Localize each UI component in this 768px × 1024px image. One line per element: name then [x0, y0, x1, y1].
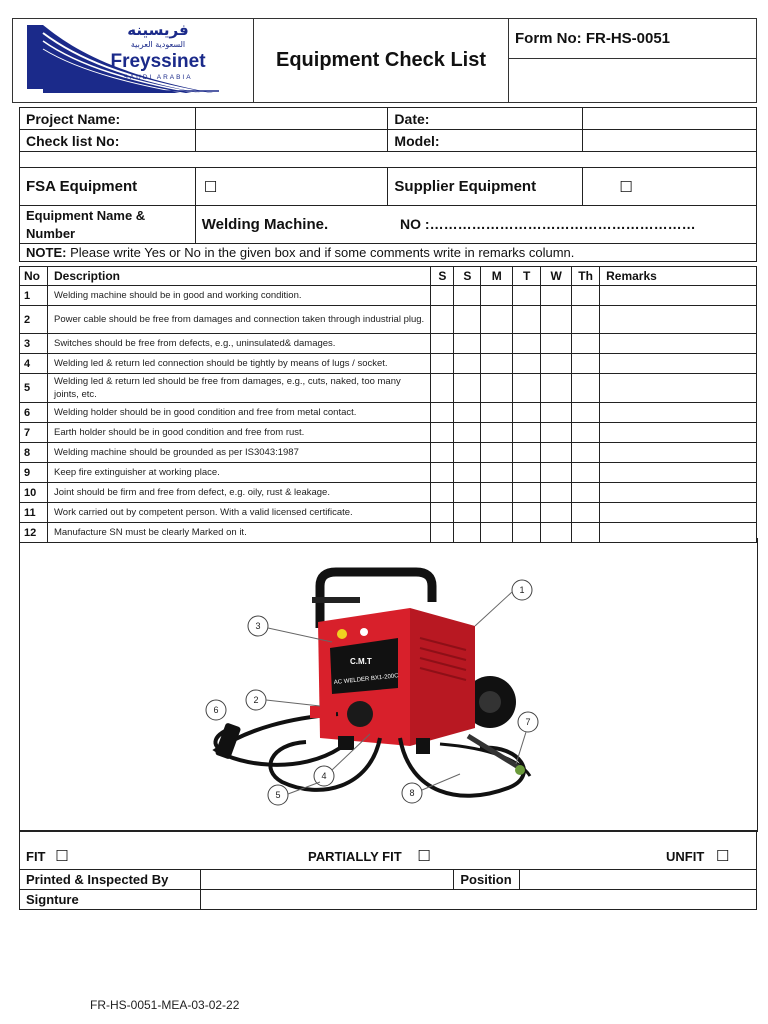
- checklist-row: [20, 334, 757, 354]
- callout-2: 2: [253, 695, 259, 705]
- fit-checkbox[interactable]: ☐: [55, 847, 69, 865]
- checklist-sun-cell[interactable]: [454, 463, 481, 483]
- checklist-no-field[interactable]: [195, 130, 388, 152]
- checklist-mon-cell[interactable]: [481, 306, 513, 334]
- fsa-equipment-checkbox[interactable]: ☐: [203, 177, 218, 196]
- checklist-sat-cell[interactable]: [431, 403, 454, 423]
- form-number: Form No: FR-HS-0051: [509, 19, 757, 59]
- checklist-sun-cell[interactable]: [454, 374, 481, 403]
- checklist-row: [20, 306, 757, 334]
- checklist-remarks-cell[interactable]: [600, 483, 757, 503]
- callout-7: 7: [525, 717, 531, 727]
- model-label: Model:: [388, 130, 583, 152]
- checklist-header-row: [20, 267, 757, 286]
- checklist-mon-cell[interactable]: [481, 374, 513, 403]
- checklist-row-description: Keep fire extinguisher at working place.: [47, 463, 430, 483]
- checklist-remarks-cell[interactable]: [600, 403, 757, 423]
- checklist-row-number: 9: [20, 463, 48, 483]
- company-logo: [13, 19, 254, 103]
- checklist-sat-cell[interactable]: [431, 306, 454, 334]
- supplier-equipment-checkbox[interactable]: ☐: [619, 177, 633, 196]
- spacer-row: [20, 152, 757, 168]
- checklist-sun-cell[interactable]: [454, 483, 481, 503]
- checklist-sun-cell[interactable]: [454, 306, 481, 334]
- position-field[interactable]: [520, 870, 757, 890]
- checklist-row-description: Welding led & return led should be free from damages, e.g., cuts, naked, too many joints, etc.: [47, 374, 430, 403]
- callout-6: 6: [213, 705, 219, 715]
- col-thu-header: Th: [572, 267, 600, 286]
- col-remarks-header: Remarks: [600, 267, 757, 286]
- printed-inspected-by-label: Printed & Inspected By: [20, 870, 201, 890]
- project-name-label: Project Name:: [20, 108, 196, 130]
- checklist-remarks-cell[interactable]: [600, 503, 757, 523]
- callout-3: 3: [255, 621, 261, 631]
- checklist-row-number: 5: [20, 374, 48, 403]
- checklist-thu-cell[interactable]: [572, 354, 600, 374]
- checklist-row-number: 3: [20, 334, 48, 354]
- callout-8: 8: [409, 788, 415, 798]
- note-text: Please write Yes or No in the given box and if some comments write in remarks column.: [66, 245, 575, 260]
- checklist-remarks-cell[interactable]: [600, 286, 757, 306]
- checklist-remarks-cell[interactable]: [600, 423, 757, 443]
- checklist-wed-cell[interactable]: [541, 354, 572, 374]
- checklist-row-description: Manufacture SN must be clearly Marked on it.: [47, 523, 430, 543]
- checklist-sat-cell[interactable]: [431, 374, 454, 403]
- checklist-thu-cell[interactable]: [572, 463, 600, 483]
- logo-arabic-name: فريسينه: [127, 21, 189, 39]
- checklist-tue-cell[interactable]: [513, 354, 541, 374]
- checklist-sat-cell[interactable]: [431, 334, 454, 354]
- checklist-wed-cell[interactable]: [541, 374, 572, 403]
- form-header: [12, 18, 757, 103]
- position-label: Position: [454, 870, 520, 890]
- checklist-row-number: 2: [20, 306, 48, 334]
- equipment-name-label: Equipment Name & Number: [20, 206, 196, 244]
- unfit-label: UNFIT: [666, 849, 705, 864]
- checklist-mon-cell[interactable]: [481, 443, 513, 463]
- checklist-thu-cell[interactable]: [572, 403, 600, 423]
- date-field[interactable]: [583, 108, 757, 130]
- checklist-row: [20, 354, 757, 374]
- equipment-number-field[interactable]: NO :…………………………………………………: [400, 216, 696, 232]
- checklist-row-number: 12: [20, 523, 48, 543]
- checklist-thu-cell[interactable]: [572, 503, 600, 523]
- date-label: Date:: [388, 108, 583, 130]
- col-sat-header: S: [431, 267, 454, 286]
- checklist-row-number: 4: [20, 354, 48, 374]
- checklist-remarks-cell[interactable]: [600, 334, 757, 354]
- checklist-row-number: 7: [20, 423, 48, 443]
- fit-status-row: [20, 831, 757, 870]
- equipment-name-value: Welding Machine.: [201, 216, 329, 233]
- checklist-mon-cell[interactable]: [481, 403, 513, 423]
- welding-machine-image-panel: [19, 538, 758, 832]
- checklist-remarks-cell[interactable]: [600, 354, 757, 374]
- checklist-sat-cell[interactable]: [431, 483, 454, 503]
- checklist-tue-cell[interactable]: [513, 483, 541, 503]
- checklist-tue-cell[interactable]: [513, 286, 541, 306]
- checklist-thu-cell[interactable]: [572, 423, 600, 443]
- checklist-mon-cell[interactable]: [481, 423, 513, 443]
- welding-machine-image: [20, 538, 757, 831]
- checklist-sat-cell[interactable]: [431, 503, 454, 523]
- checklist-tue-cell[interactable]: [513, 443, 541, 463]
- checklist-mon-cell[interactable]: [481, 483, 513, 503]
- checklist-remarks-cell[interactable]: [600, 374, 757, 403]
- checklist-row-description: Welding machine should be in good and working condition.: [47, 286, 430, 306]
- checklist-sat-cell[interactable]: [431, 443, 454, 463]
- checklist-row-description: Work carried out by competent person. With a valid licensed certificate.: [47, 503, 430, 523]
- project-info-table: [19, 107, 757, 262]
- checklist-row: [20, 374, 757, 403]
- checklist-sun-cell[interactable]: [454, 423, 481, 443]
- checklist-tue-cell[interactable]: [513, 374, 541, 403]
- checklist-sat-cell[interactable]: [431, 286, 454, 306]
- checklist-thu-cell[interactable]: [572, 483, 600, 503]
- checklist-row-description: Welding machine should be grounded as per IS3043:1987: [47, 443, 430, 463]
- col-tue-header: T: [513, 267, 541, 286]
- checklist-row-description: Welding led & return led connection should be tightly by means of lugs / socket.: [47, 354, 430, 374]
- col-no-header: No: [20, 267, 48, 286]
- checklist-wed-cell[interactable]: [541, 483, 572, 503]
- fit-label: FIT: [26, 849, 46, 864]
- checklist-sun-cell[interactable]: [454, 334, 481, 354]
- checklist-row: [20, 503, 757, 523]
- checklist-row-number: 6: [20, 403, 48, 423]
- checklist-remarks-cell[interactable]: [600, 443, 757, 463]
- checklist-thu-cell[interactable]: [572, 306, 600, 334]
- checklist-row-number: 10: [20, 483, 48, 503]
- logo-arabic-sub: السعودية العربية: [130, 40, 186, 49]
- checklist-row-number: 11: [20, 503, 48, 523]
- checklist-row-description: Switches should be free from defects, e.g., uninsulated& damages.: [47, 334, 430, 354]
- col-wed-header: W: [541, 267, 572, 286]
- checklist-sun-cell[interactable]: [454, 443, 481, 463]
- callout-5: 5: [275, 790, 281, 800]
- supplier-equipment-label: Supplier Equipment: [388, 168, 583, 206]
- checklist-remarks-cell[interactable]: [600, 463, 757, 483]
- inspection-result-table: [19, 830, 757, 910]
- col-sun-header: S: [454, 267, 481, 286]
- checklist-wed-cell[interactable]: [541, 503, 572, 523]
- footer-document-code: FR-HS-0051-MEA-03-02-22: [90, 998, 240, 1012]
- checklist-row-number: 8: [20, 443, 48, 463]
- checklist-sat-cell[interactable]: [431, 354, 454, 374]
- checklist-mon-cell[interactable]: [481, 286, 513, 306]
- partially-fit-checkbox[interactable]: ☐: [417, 847, 431, 865]
- checklist-row: [20, 443, 757, 463]
- logo-company-name: Freyssinet: [110, 51, 206, 72]
- checklist-row-description: Power cable should be free from damages and connection taken through industrial plug.: [47, 306, 430, 334]
- fsa-equipment-label: FSA Equipment: [20, 168, 196, 206]
- checklist-thu-cell[interactable]: [572, 286, 600, 306]
- checklist-tue-cell[interactable]: [513, 334, 541, 354]
- checklist-table: [19, 266, 757, 543]
- checklist-wed-cell[interactable]: [541, 423, 572, 443]
- checklist-sun-cell[interactable]: [454, 286, 481, 306]
- checklist-row-number: 1: [20, 286, 48, 306]
- checklist-no-label: Check list No:: [20, 130, 196, 152]
- checklist-thu-cell[interactable]: [572, 443, 600, 463]
- checklist-row: [20, 483, 757, 503]
- checklist-thu-cell[interactable]: [572, 374, 600, 403]
- col-description-header: Description: [47, 267, 430, 286]
- panel-model-text: AC WELDER BX1-200C: [333, 673, 399, 686]
- checklist-tue-cell[interactable]: [513, 503, 541, 523]
- panel-brand-text: C.M.T: [350, 657, 372, 666]
- checklist-tue-cell[interactable]: [513, 306, 541, 334]
- checklist-sat-cell[interactable]: [431, 463, 454, 483]
- unfit-checkbox[interactable]: ☐: [715, 847, 730, 865]
- form-number-blank: [509, 59, 757, 103]
- freyssinet-logo-icon: [13, 19, 249, 97]
- checklist-row: [20, 286, 757, 306]
- checklist-tue-cell[interactable]: [513, 463, 541, 483]
- checklist-row-description: Joint should be firm and free from defect, e.g. oily, rust & leakage.: [47, 483, 430, 503]
- checklist-sun-cell[interactable]: [454, 403, 481, 423]
- partially-fit-label: PARTIALLY FIT: [308, 849, 402, 864]
- callout-1: 1: [519, 585, 525, 595]
- checklist-wed-cell[interactable]: [541, 443, 572, 463]
- note-label: NOTE:: [26, 245, 67, 260]
- form-title: Equipment Check List: [254, 19, 509, 103]
- checklist-row: [20, 463, 757, 483]
- checklist-mon-cell[interactable]: [481, 334, 513, 354]
- signature-label: Signture: [20, 890, 201, 910]
- checklist-thu-cell[interactable]: [572, 334, 600, 354]
- checklist-sat-cell[interactable]: [431, 423, 454, 443]
- note-row: [20, 244, 757, 262]
- printed-inspected-by-field[interactable]: [200, 870, 454, 890]
- checklist-row: [20, 423, 757, 443]
- checklist-mon-cell[interactable]: [481, 463, 513, 483]
- checklist-row-description: Welding holder should be in good condition and free from metal contact.: [47, 403, 430, 423]
- col-mon-header: M: [481, 267, 513, 286]
- model-field[interactable]: [583, 130, 757, 152]
- project-name-field[interactable]: [195, 108, 388, 130]
- checklist-remarks-cell[interactable]: [600, 306, 757, 334]
- checklist-sun-cell[interactable]: [454, 503, 481, 523]
- checklist-tue-cell[interactable]: [513, 423, 541, 443]
- checklist-mon-cell[interactable]: [481, 503, 513, 523]
- checklist-tue-cell[interactable]: [513, 403, 541, 423]
- logo-country: SAUDI ARABIA: [123, 74, 193, 81]
- checklist-mon-cell[interactable]: [481, 354, 513, 374]
- checklist-wed-cell[interactable]: [541, 334, 572, 354]
- callout-4: 4: [321, 771, 327, 781]
- checklist-row-description: Earth holder should be in good condition and free from rust.: [47, 423, 430, 443]
- checklist-sun-cell[interactable]: [454, 354, 481, 374]
- checklist-wed-cell[interactable]: [541, 286, 572, 306]
- signature-field[interactable]: [200, 890, 756, 910]
- checklist-row: [20, 403, 757, 423]
- checklist-wed-cell[interactable]: [541, 306, 572, 334]
- checklist-wed-cell[interactable]: [541, 403, 572, 423]
- checklist-wed-cell[interactable]: [541, 463, 572, 483]
